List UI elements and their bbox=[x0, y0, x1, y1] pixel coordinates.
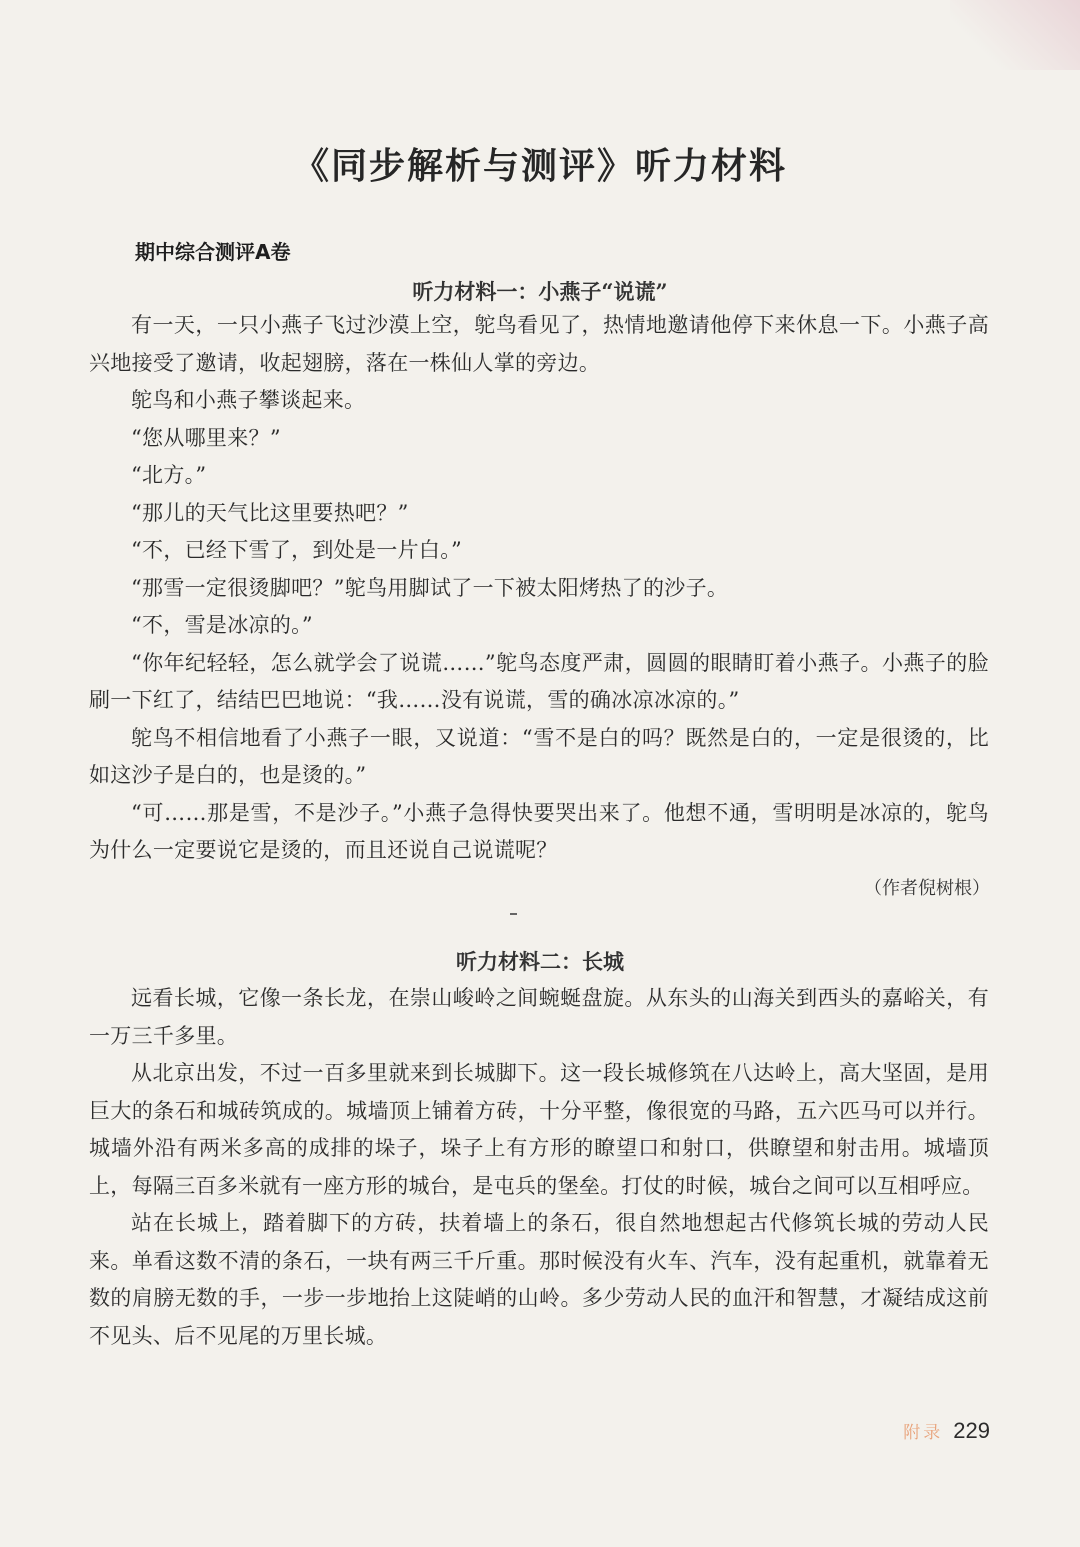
separator-mark bbox=[510, 913, 517, 915]
section-label: 期中综合测评A卷 bbox=[135, 240, 291, 264]
material-one-body bbox=[89, 307, 989, 870]
appendix-label: 附录 bbox=[903, 1423, 944, 1443]
paragraph: 鸵鸟不相信地看了小燕子一眼，又说道：“雪不是白的吗？既然是白的，一定是很烫的，比如这沙子是白的，也是烫的。” bbox=[89, 725, 989, 787]
author-credit: （作者倪树根） bbox=[864, 878, 990, 899]
paragraph: 远看长城，它像一条长龙，在崇山峻岭之间蜿蜒盘旋。从东头的山海关到西头的嘉峪关，有一万三千多里。 bbox=[89, 986, 989, 1048]
paragraph: “那雪一定很烫脚吧？”鸵鸟用脚试了一下被太阳烤热了的沙子。 bbox=[131, 575, 729, 600]
paragraph: “不，已经下雪了，到处是一片白。” bbox=[131, 538, 463, 562]
material-one-heading: 听力材料一：小燕子“说谎” bbox=[412, 279, 668, 304]
paragraph: “你年纪轻轻，怎么就学会了说谎……”鸵鸟态度严肃，圆圆的眼睛盯着小燕子。小燕子的脸刷一下红了，结结巴巴地说：“我……没有说谎，雪的确冰凉冰凉的。” bbox=[89, 650, 989, 712]
paragraph: 鸵鸟和小燕子攀谈起来。 bbox=[131, 388, 366, 412]
material-two-body bbox=[89, 980, 989, 1355]
page-corner-shade bbox=[950, 0, 1080, 70]
paragraph: “可……那是雪，不是沙子。”小燕子急得快要哭出来了。他想不通，雪明明是冰凉的，鸵鸟为什么一定要说它是烫的，而且还说自己说谎呢？ bbox=[89, 800, 989, 862]
paragraph: 从北京出发，不过一百多里就来到长城脚下。这一段长城修筑在八达岭上，高大坚固，是用巨大的条石和城砖筑成的。城墙顶上铺着方砖，十分平整，像很宽的马路，五六匹马可以并行。城墙外沿有两米多高的成排的垛子，垛子上有方形的瞭望口和射口，供瞭望和射击用。城墙顶上，每隔三百多米就有一座方形的城台，是屯兵的堡垒。打仗的时候，城台之间可以互相呼应。 bbox=[89, 1061, 989, 1198]
paragraph: “北方。” bbox=[131, 463, 207, 487]
page-title: 《同步解析与测评》听力材料 bbox=[292, 146, 787, 187]
page-footer bbox=[903, 1418, 990, 1444]
paragraph: “您从哪里来？” bbox=[131, 425, 281, 450]
paragraph: 站在长城上，踏着脚下的方砖，扶着墙上的条石，很自然地想起古代修筑长城的劳动人民来。单看这数不清的条石，一块有两三千斤重。那时候没有火车、汽车，没有起重机，就靠着无数的肩膀无数的手，一步一步地抬上这陡峭的山岭。多少劳动人民的血汗和智慧，才凝结成这前不见头、后不见尾的万里长城。 bbox=[89, 1211, 989, 1348]
material-two-heading: 听力材料二：长城 bbox=[456, 949, 624, 974]
paragraph: “那儿的天气比这里要热吧？” bbox=[131, 500, 409, 525]
page-number: 229 bbox=[953, 1418, 990, 1443]
paragraph: “不，雪是冰凉的。” bbox=[131, 613, 313, 637]
paragraph: 有一天，一只小燕子飞过沙漠上空，鸵鸟看见了，热情地邀请他停下来休息一下。小燕子高兴地接受了邀请，收起翅膀，落在一株仙人掌的旁边。 bbox=[89, 313, 989, 375]
